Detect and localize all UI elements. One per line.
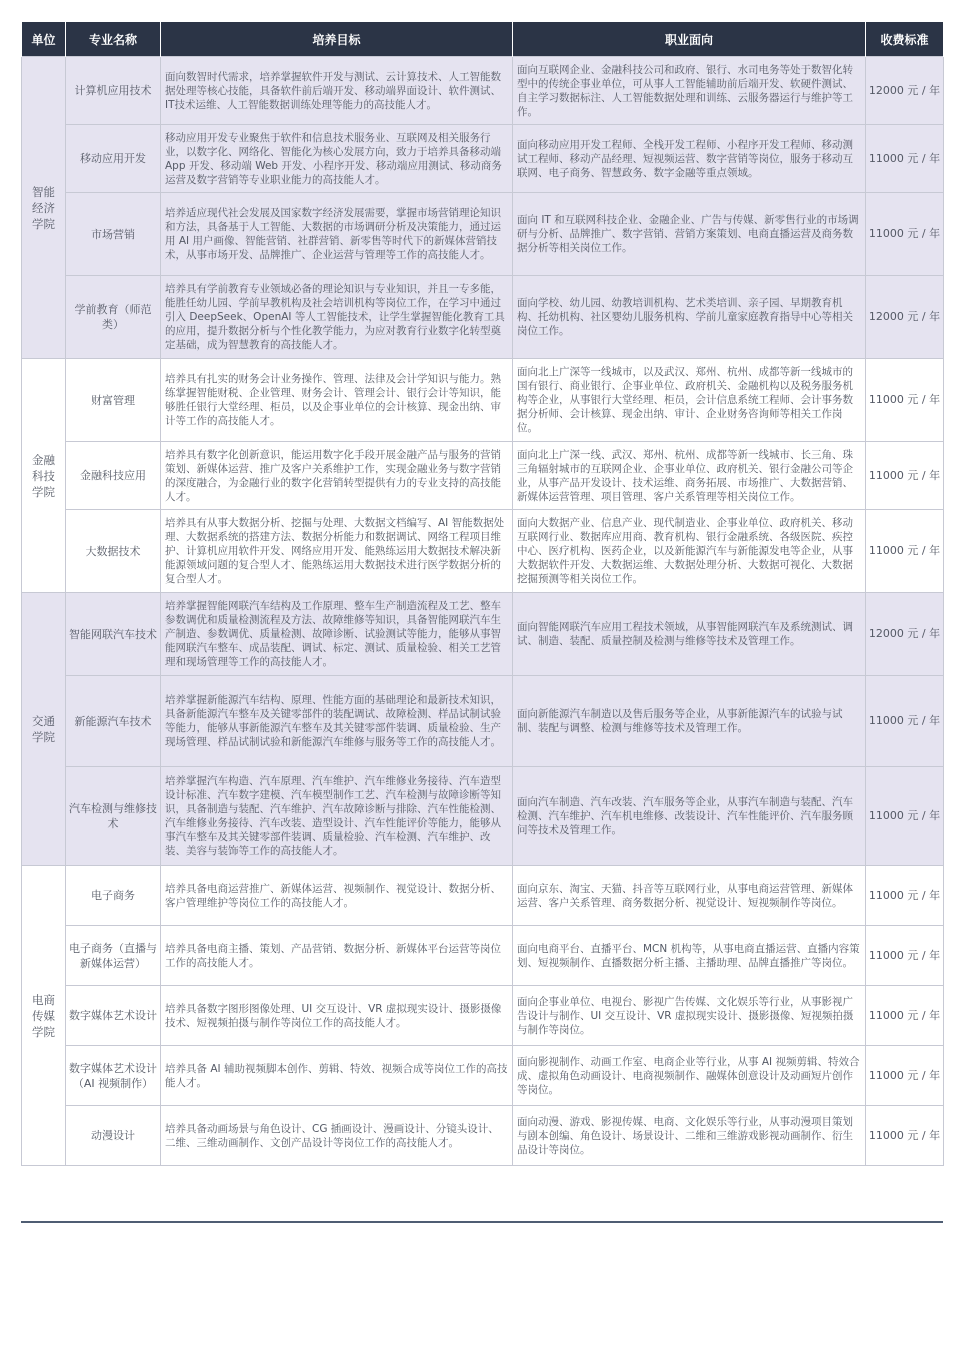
unit-cell: 电商传媒学院 (22, 866, 66, 1166)
goal-cell: 培养具有从事大数据分析、挖掘与处理、大数据文档编写、AI 智能数据处理、大数据系统的搭建方法、数据分析能力和数据调试、网络工程项目维护、计算机应用软件开发、网络应用开发、能熟练运用大数据技术解决新能源领域问题的复合型人才、能熟练运用大数据技术进行医学数据分析的复合型人才。 (161, 510, 513, 593)
career-cell: 面向大数据产业、信息产业、现代制造业、企事业单位、政府机关、移动互联网行业、数据库应用商、教育机构、银行金融系统、各级医院、疾控中心、医疗机构、医药企业，以及新能源汽车与新能源发电等企业，从事大数据软件开发、大数据运维、大数据处理分析、大数据可视化、大数据挖掘预测等相关岗位工作。 (513, 510, 866, 593)
major-cell: 移动应用开发 (66, 125, 161, 193)
fee-cell: 11000 元 / 年 (866, 510, 944, 593)
header-unit: 单位 (22, 22, 66, 57)
unit-cell: 金融科技学院 (22, 359, 66, 593)
fee-cell: 12000 元 / 年 (866, 276, 944, 359)
career-cell: 面向企事业单位、电视台、影视广告传媒、文化娱乐等行业，从事影视广告设计与制作、UI 交互设计、VR 虚拟现实设计、摄影摄像、短视频拍摄与制作等岗位。 (513, 986, 866, 1046)
fee-cell: 11000 元 / 年 (866, 986, 944, 1046)
table-row (22, 986, 944, 1046)
career-cell: 面向影视制作、动画工作室、电商企业等行业，从事 AI 视频剪辑、特效合成、虚拟角色动画设计、电商视频制作、融媒体创意设计及动画短片创作等岗位。 (513, 1046, 866, 1106)
program-table (21, 22, 944, 1166)
major-cell: 汽车检测与维修技术 (66, 767, 161, 866)
goal-cell: 培养具备 AI 辅助视频脚本创作、剪辑、特效、视频合成等岗位工作的高技能人才。 (161, 1046, 513, 1106)
table-row (22, 1106, 944, 1166)
major-cell: 市场营销 (66, 193, 161, 276)
unit-cell: 交通学院 (22, 593, 66, 866)
goal-cell: 移动应用开发专业聚焦于软件和信息技术服务业、互联网及相关服务行业，以数字化、网络化、智能化为核心发展方向，致力于培养具备移动端 App 开发、移动端 Web 开发、小程序开发、移动端应用测试、移动商务运营及数字营销等专业职业能力的高技能人才。 (161, 125, 513, 193)
table-row (22, 767, 944, 866)
goal-cell: 培养掌握新能源汽车结构、原理、性能方面的基础理论和最新技术知识，具备新能源汽车整车及关键零部件的装配调试、故障检测、样品试制试验等能力，能够从事新能源汽车整车及其关键零部件装调、质量检验、生产现场管理、样品试制试验和新能源汽车维修与服务等工作的高技能人才。 (161, 676, 513, 767)
table-row (22, 276, 944, 359)
career-cell: 面向京东、淘宝、天猫、抖音等互联网行业，从事电商运营管理、新媒体运营、客户关系管理、商务数据分析、视觉设计、短视频制作等岗位。 (513, 866, 866, 926)
header-major: 专业名称 (66, 22, 161, 57)
career-cell: 面向智能网联汽车应用工程技术领域，从事智能网联汽车及系统测试、调试、制造、装配、质量控制及检测与维修等技术及管理工作。 (513, 593, 866, 676)
career-cell: 面向北上广深一线、武汉、郑州、杭州、成都等新一线城市、长三角、珠三角辐射城市的互联网企业、企事业单位、政府机关、银行金融公司等企业，从事产品开发设计、技术运维、商务拓展、市场推广、大数据营销、新媒体运营管理、项目管理、客户关系管理等相关岗位工作。 (513, 442, 866, 510)
fee-cell: 11000 元 / 年 (866, 125, 944, 193)
fee-cell: 11000 元 / 年 (866, 442, 944, 510)
career-cell: 面向移动应用开发工程师、全栈开发工程师、小程序开发工程师、移动测试工程师、移动产品经理、短视频运营、数字营销等岗位，服务于移动互联网、电子商务、智慧政务、数字金融等重点领域。 (513, 125, 866, 193)
major-cell: 电子商务 (66, 866, 161, 926)
fee-cell: 12000 元 / 年 (866, 57, 944, 125)
table-row (22, 125, 944, 193)
career-cell: 面向新能源汽车制造以及售后服务等企业，从事新能源汽车的试验与试制、装配与调整、检测与维修等技术及管理工作。 (513, 676, 866, 767)
table-row (22, 442, 944, 510)
table-row (22, 676, 944, 767)
header-fee: 收费标准 (866, 22, 944, 57)
major-cell: 金融科技应用 (66, 442, 161, 510)
major-cell: 学前教育（师范类） (66, 276, 161, 359)
fee-cell: 11000 元 / 年 (866, 676, 944, 767)
table-row (22, 193, 944, 276)
fee-cell: 12000 元 / 年 (866, 593, 944, 676)
career-cell: 面向汽车制造、汽车改装、汽车服务等企业，从事汽车制造与装配、汽车检测、汽车维护、汽车机电维修、改装设计、汽车性能评价、汽车服务顾问等技术及管理工作。 (513, 767, 866, 866)
unit-cell: 智能经济学院 (22, 57, 66, 359)
goal-cell: 培养具备数字图形图像处理、UI 交互设计、VR 虚拟现实设计、摄影摄像技术、短视频拍摄与制作等岗位工作的高技能人才。 (161, 986, 513, 1046)
major-cell: 智能网联汽车技术 (66, 593, 161, 676)
table-row (22, 359, 944, 442)
fee-cell: 11000 元 / 年 (866, 866, 944, 926)
career-cell: 面向互联网企业、金融科技公司和政府、银行、水司电务等处于数智化转型中的传统企事业单位，可从事人工智能辅助前后端开发、软硬件测试、自主学习数据标注、人工智能数据处理和训练、云服务器运行与维护等工作。 (513, 57, 866, 125)
goal-cell: 培养具有扎实的财务会计业务操作、管理、法律及会计学知识与能力。熟练掌握智能财税、企业管理、财务会计、管理会计、银行会计等知识，能够胜任银行大堂经理、柜员，以及企事业单位的会计核算、现金出纳、审计等工作的高技能人才。 (161, 359, 513, 442)
major-cell: 动漫设计 (66, 1106, 161, 1166)
major-cell: 财富管理 (66, 359, 161, 442)
goal-cell: 培养掌握汽车构造、汽车原理、汽车维护、汽车维修业务接待、汽车造型设计标准、汽车数字建模、汽车模型制作工艺、汽车检测与故障诊断等知识，具备制造与装配、汽车维护、汽车故障诊断与排除、汽车性能检测、汽车维修业务接待、汽车改装、造型设计、汽车性能评价等能力，能够从事汽车整车及其关键零部件装调、质量检验、汽车检测、汽车维护、改装、美容与装饰等工作的高技能人才。 (161, 767, 513, 866)
goal-cell: 培养适应现代社会发展及国家数字经济发展需要，掌握市场营销理论知识和方法，具备基于人工智能、大数据的市场调研分析及决策能力，通过运用 AI 用户画像、智能营销、社群营销、新零售等时代下的新媒体营销技术，从事市场开发、品牌推广、企业运营与管理等工作的高技能人才。 (161, 193, 513, 276)
goal-cell: 培养具有学前教育专业领域必备的理论知识与专业知识，并且一专多能，能胜任幼儿园、学前早教机构及社会培训机构等岗位工作，在学习中通过引入 DeepSeek、OpenAI 等人工智能技术，让学生掌握智能化教育工具的应用，提升数据分析与个性化教学能力，为应对教育行业数字化转型奠定基础，成为智慧教育的高技能人才。 (161, 276, 513, 359)
fee-cell: 11000 元 / 年 (866, 359, 944, 442)
table-row (22, 510, 944, 593)
major-cell: 数字媒体艺术设计（AI 视频制作） (66, 1046, 161, 1106)
table-row (22, 593, 944, 676)
goal-cell: 面向数智时代需求，培养掌握软件开发与测试、云计算技术、人工智能数据处理等核心技能，具备软件前后端开发、移动端界面设计、软件测试、IT技术运维、人工智能数据训练处理等能力的高技能人才。 (161, 57, 513, 125)
major-cell: 电子商务（直播与新媒体运营） (66, 926, 161, 986)
goal-cell: 培养具备电商运营推广、新媒体运营、视频制作、视觉设计、数据分析、客户管理维护等岗位工作的高技能人才。 (161, 866, 513, 926)
major-cell: 大数据技术 (66, 510, 161, 593)
fee-cell: 11000 元 / 年 (866, 193, 944, 276)
major-cell: 新能源汽车技术 (66, 676, 161, 767)
career-cell: 面向 IT 和互联网科技企业、金融企业、广告与传媒、新零售行业的市场调研与分析、品牌推广、数字营销、营销方案策划、电商直播运营及商务数据分析等相关岗位工作。 (513, 193, 866, 276)
goal-cell: 培养掌握智能网联汽车结构及工作原理、整车生产制造流程及工艺、整车参数调优和质量检测流程及方法、故障维修等知识，具备智能网联汽车生产制造、参数调优、质量检测、故障诊断、试验测试等能力，能够从事智能网联汽车整车、成品装配、调试、标定、测试、质量检验、相关工艺管理和现场管理等工作的高技能人才。 (161, 593, 513, 676)
header-goal: 培养目标 (161, 22, 513, 57)
goal-cell: 培养具备动画场景与角色设计、CG 插画设计、漫画设计、分镜头设计、二维、三维动画制作、文创产品设计等岗位工作的高技能人才。 (161, 1106, 513, 1166)
table-header-row (22, 22, 944, 57)
career-cell: 面向学校、幼儿园、幼教培训机构、艺术类培训、亲子园、早期教育机构、托幼机构、社区婴幼儿服务机构、学前儿童家庭教育指导中心等相关岗位工作。 (513, 276, 866, 359)
career-cell: 面向电商平台、直播平台、MCN 机构等，从事电商直播运营、直播内容策划、短视频制作、直播数据分析主播、主播助理、品牌直播推广等岗位。 (513, 926, 866, 986)
career-cell: 面向动漫、游戏、影视传媒、电商、文化娱乐等行业，从事动漫项目策划与剧本创编、角色设计、场景设计、二维和三维游戏影视动画制作、衍生品设计等岗位。 (513, 1106, 866, 1166)
table-row (22, 57, 944, 125)
header-career: 职业面向 (513, 22, 866, 57)
major-cell: 数字媒体艺术设计 (66, 986, 161, 1046)
fee-cell: 11000 元 / 年 (866, 1046, 944, 1106)
fee-cell: 11000 元 / 年 (866, 926, 944, 986)
fee-cell: 11000 元 / 年 (866, 767, 944, 866)
bottom-divider (21, 1221, 943, 1223)
table-row (22, 926, 944, 986)
table-row (22, 866, 944, 926)
goal-cell: 培养具备电商主播、策划、产品营销、数据分析、新媒体平台运营等岗位工作的高技能人才。 (161, 926, 513, 986)
table-row (22, 1046, 944, 1106)
career-cell: 面向北上广深等一线城市，以及武汉、郑州、杭州、成都等新一线城市的国有银行、商业银行、企事业单位、政府机关、金融机构以及税务服务机构等企业，从事银行大堂经理、柜员，会计信息系统工程师、会计事务数据分析师、会计核算、现金出纳、审计、企业财务咨询师等相关工作岗位。 (513, 359, 866, 442)
goal-cell: 培养具有数字化创新意识，能运用数字化手段开展金融产品与服务的营销策划、新媒体运营、推广及客户关系维护工作，实现金融业务与数字营销的深度融合，为金融行业的数字化营销转型提供有力的专业支持的高技能人才。 (161, 442, 513, 510)
major-cell: 计算机应用技术 (66, 57, 161, 125)
fee-cell: 11000 元 / 年 (866, 1106, 944, 1166)
